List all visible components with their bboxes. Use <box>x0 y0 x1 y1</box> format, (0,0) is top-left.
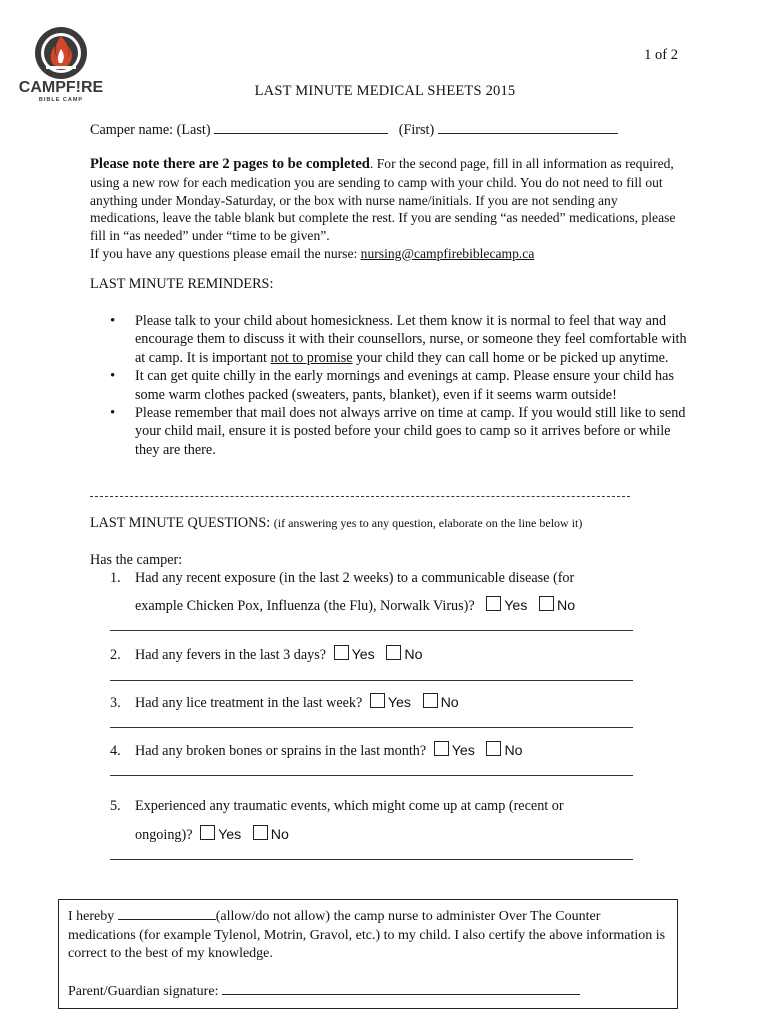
q3-answer-line[interactable] <box>110 727 633 728</box>
question-1-cont: example Chicken Pox, Influenza (the Flu), Norwalk Virus)? Yes No <box>135 598 576 614</box>
q4-yes-checkbox[interactable] <box>434 741 449 756</box>
first-name-field[interactable] <box>438 121 618 134</box>
nurse-email-link[interactable]: nursing@campfirebiblecamp.ca <box>360 245 535 261</box>
camper-name-row <box>90 121 618 139</box>
reminders-heading: LAST MINUTE REMINDERS: <box>90 276 274 292</box>
questions-heading-note: (if answering yes to any question, elaborate on the line below it) <box>273 516 583 530</box>
note-text: . For the second page, fill in all information as required, using a new row for each medication you are sending to camp with your child. You do not need to fill out anything under Monday-Saturday, or the box with nurse name/initials. If you are not sending any medications, leave the table blank but complete the rest. If you are sending “as needed” medications, please fill in “as needed” under “time to be given”. <box>90 156 676 244</box>
logo-wordmark: CAMPF!RE <box>18 79 104 96</box>
q1-no-checkbox[interactable] <box>539 596 554 611</box>
q5-yes-checkbox[interactable] <box>200 825 215 840</box>
allow-field[interactable] <box>118 907 216 920</box>
reminders-list <box>110 312 690 459</box>
q1-answer-line[interactable] <box>110 630 633 631</box>
question-4: 4. Had any broken bones or sprains in the last month? Yes No <box>110 743 523 759</box>
list-item: • It can get quite chilly in the early mornings and evenings at camp. Please ensure your child has some warm clothes packed (sweaters, pants, blanket), even if it seems warm outside! <box>110 367 690 404</box>
questions-heading: LAST MINUTE QUESTIONS: (if answering yes to any question, elaborate on the line below it) <box>90 515 583 531</box>
q4-no-checkbox[interactable] <box>486 741 501 756</box>
first-name-label: (First) <box>398 122 435 138</box>
signature-field[interactable] <box>222 982 580 995</box>
dashed-divider <box>90 496 630 497</box>
logo-subtitle: BIBLE CAMP <box>38 97 84 103</box>
note-bold: Please note there are 2 pages to be completed <box>90 156 370 172</box>
last-name-field[interactable] <box>214 121 388 134</box>
list-item: • Please talk to your child about homesickness. Let them know it is normal to feel that way and encourage them to discuss it with their counsellors, nurse, or someone they feel comfortable with at camp. It is important not to promise your child they can call home or be picked up anytime. <box>110 312 690 367</box>
underlined-phrase: not to promise <box>270 349 353 366</box>
contact-text: If you have any questions please email the nurse: <box>90 245 361 261</box>
question-1: 1. Had any recent exposure (in the last 2 weeks) to a communicable disease (for <box>110 570 575 586</box>
signature-row <box>68 982 580 1000</box>
question-5-cont: ongoing)? Yes No <box>135 827 289 843</box>
questions-intro: Has the camper: <box>90 552 183 568</box>
question-5: 5. Experienced any traumatic events, which might come up at camp (recent or <box>110 798 564 814</box>
q5-no-checkbox[interactable] <box>253 825 268 840</box>
page-number: 1 of 2 <box>644 47 678 63</box>
last-name-label: Camper name: (Last) <box>90 122 211 138</box>
q3-yes-checkbox[interactable] <box>370 693 385 708</box>
q4-answer-line[interactable] <box>110 775 633 776</box>
list-item: • Please remember that mail does not always arrive on time at camp. If you would still like to send your child mail, ensure it is posted before your child goes to camp so it arrives before or while they are there. <box>110 404 690 459</box>
q5-answer-line[interactable] <box>110 859 633 860</box>
page-title: LAST MINUTE MEDICAL SHEETS 2015 <box>254 83 516 99</box>
signature-label: Parent/Guardian signature: <box>68 984 222 999</box>
q2-yes-checkbox[interactable] <box>334 645 349 660</box>
consent-text: I hereby (allow/do not allow) the camp nurse to administer Over The Counter medications (for example Tylenol, Motrin, Gravol, etc.) to my child. I also certify the above information is correct to the best of my knowledge. <box>68 909 666 962</box>
instructions-paragraph <box>90 155 690 263</box>
q3-no-checkbox[interactable] <box>423 693 438 708</box>
question-3: 3. Had any lice treatment in the last week? Yes No <box>110 695 459 711</box>
q2-answer-line[interactable] <box>110 680 633 681</box>
q2-no-checkbox[interactable] <box>386 645 401 660</box>
q1-yes-checkbox[interactable] <box>486 596 501 611</box>
question-2: 2. Had any fevers in the last 3 days? Yes No <box>110 647 423 663</box>
